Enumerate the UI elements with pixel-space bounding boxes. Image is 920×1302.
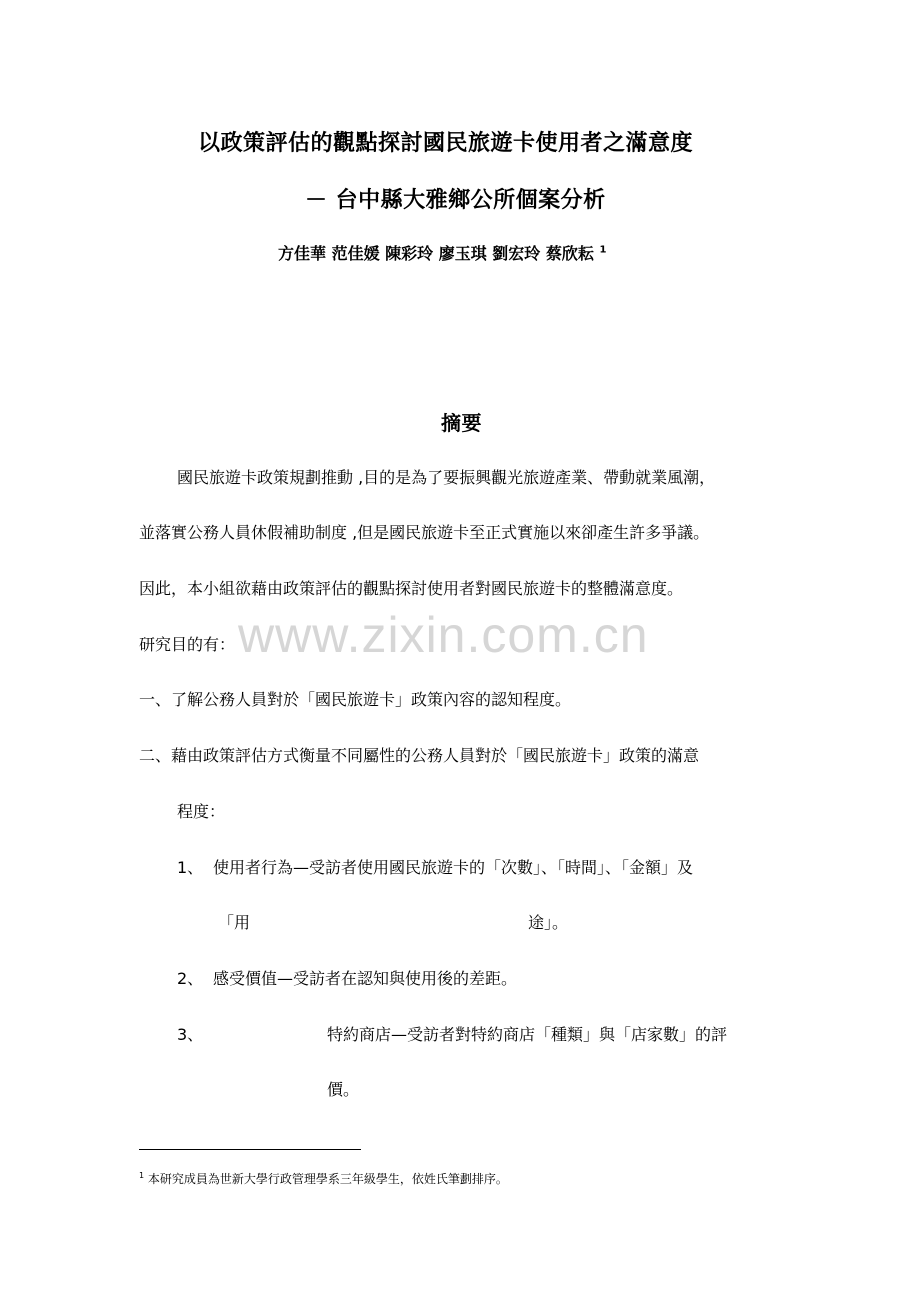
sub-item-3-line-1: 特約商店—受訪者對特約商店「種類」與「店家數」的評 [327, 1025, 728, 1044]
footnote-marker: 1 [139, 1171, 145, 1180]
title-line-2: － 台中縣大雅鄉公所個案分析 [305, 188, 606, 213]
purpose-item-2-line-2: 程度： [177, 802, 226, 821]
purpose-item-2-line-1: 二、藉由政策評估方式衡量不同屬性的公務人員對於「國民旅遊卡」政策的滿意 [139, 746, 700, 765]
footnote-divider [139, 1149, 361, 1150]
sub-item-2-number: 2、 [177, 969, 204, 988]
purpose-item-1: 一、了解公務人員對於「國民旅遊卡」政策內容的認知程度。 [139, 690, 572, 709]
abstract-para-line-2: 並落實公務人員休假補助制度 ,但是國民旅遊卡至正式實施以來卻產生許多爭議。 [139, 523, 710, 542]
purpose-intro: 研究目的有： [139, 635, 236, 654]
sub-item-2-text: 感受價值—受訪者在認知與使用後的差距。 [213, 969, 518, 988]
author-list [278, 241, 606, 264]
abstract-para-line-3: 因此，本小組欲藉由政策評估的觀點探討使用者對國民旅遊卡的整體滿意度。 [139, 579, 684, 598]
sub-item-1-line-2-right: 途」。 [528, 913, 569, 932]
author-names: 方佳華 范佳媛 陳彩玲 廖玉琪 劉宏玲 蔡欣耘 [278, 244, 594, 263]
footnote-reference: 1 [599, 244, 607, 256]
sub-item-1-number: 1、 [177, 858, 204, 877]
sub-item-1-line-1: 使用者行為—受訪者使用國民旅遊卡的「次數」、「時間」、「金額」及 [213, 858, 694, 877]
title-line-1: 以政策評估的觀點探討國民旅遊卡使用者之滿意度 [198, 131, 694, 156]
sub-item-3-number: 3、 [177, 1025, 204, 1044]
sub-item-3-line-2: 價。 [327, 1080, 360, 1099]
footnote [139, 1170, 508, 1187]
sub-item-1-line-2-left: 「用 [218, 913, 251, 932]
watermark: www.zixin.com.cn [238, 607, 649, 663]
footnote-text: 本研究成員為世新大學行政管理學系三年級學生，依姓氏筆劃排序。 [147, 1172, 508, 1186]
abstract-para-line-1: 國民旅遊卡政策規劃推動 ,目的是為了要振興觀光旅遊產業、帶動就業風潮， [177, 468, 716, 487]
abstract-heading: 摘要 [441, 411, 482, 435]
